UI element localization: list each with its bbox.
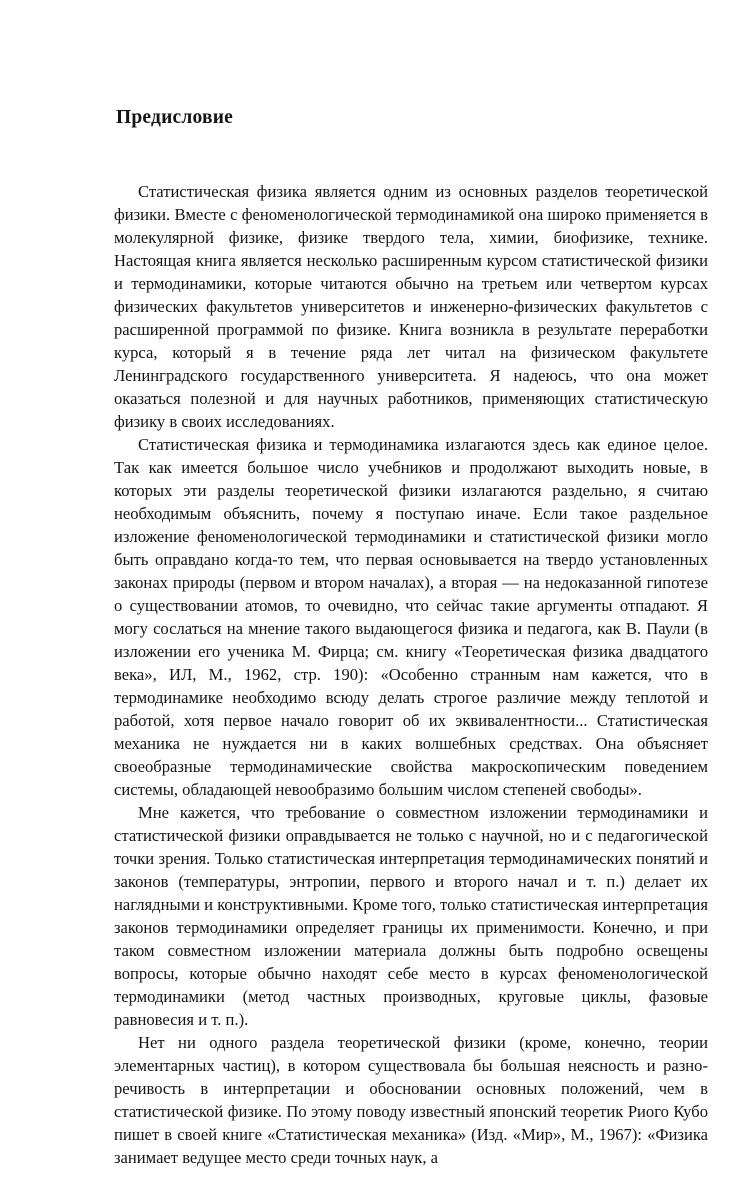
body-text	[114, 180, 708, 1169]
page-title: Предисловие	[116, 107, 233, 128]
paragraph-3: Мне кажется, что требование о совместном изложении термодинамики и статистической физики оправдывается не только с научной, но и с педагогической точки зрения. Только статистическая интерпретация термодинамических понятий и законов (температуры, энтропии, первого и второго начал и т. п.) делает их наглядными и конструктивными. Кроме того, только статистическая интерпретация законов термодинамики определяет границы их применимости. Конечно, и при таком совместном изложении материала должны быть подробно освещены вопросы, которые обычно находят себе место в курсах феноменологической термодинамики (метод частных производных, круговые циклы, фазовые равновесия и т. п.).	[114, 803, 708, 1029]
paragraph-1: Статистическая физика является одним из основных разделов теоретической физики. Вместе с феноменологической термодинамикой она широко применяется в молекулярной физике, физике твердого тела, химии, биофизике, технике. Настоящая книга является несколько расширенным курсом статистической физики и термодинамики, которые читаются обычно на третьем или четвертом курсах физических факультетов университетов и инженерно-физических факультетов с расширенной программой по физике. Книга возникла в результате переработки курса, который я в течение ряда лет читал на физическом факультете Ленинградского государственного университета. Я надеюсь, что она может оказаться полезной и для научных работников, применяющих статистическую физику в своих исследованиях.	[114, 182, 708, 431]
paragraph-4: Нет ни одного раздела теоретической физики (кроме, конечно, теории элементарных частиц), в котором существовала бы большая неясность и разно-речивость в интерпретации и обосновании основных положений, чем в статистической физике. По этому поводу известный японский теоретик Риого Кубо пишет в своей книге «Статистическая механика» (Изд. «Мир», М., 1967): «Физика занимает ведущее место среди точных наук, а	[114, 1033, 708, 1167]
paragraph-2: Статистическая физика и термодинамика излагаются здесь как единое целое. Так как имеется большое число учебников и продолжают выходить новые, в которых эти разделы теоретической физики излагаются раздельно, я считаю необходимым объяснить, почему я поступаю иначе. Если такое раздельное изложение феноменологической термодинамики и статистической физики могло быть оправдано когда-то тем, что первая основывается на твердо установленных законах природы (первом и втором началах), а вторая — на недоказанной гипотезе о существовании атомов, то очевидно, что сейчас такие аргументы отпадают. Я могу сослаться на мнение такого выдающегося физика и педагога, как В. Паули (в изложении его ученика М. Фирца; см. книгу «Теоретическая физика двадцатого века», ИЛ, М., 1962, стр. 190): «Особенно странным нам кажется, что в термодинамике необходимо всюду делать строгое различие между теплотой и работой, хотя первое начало говорит об их эквивалентности... Статистическая механика не нуждается ни в каких волшебных средствах. Она объясняет своеобразные термодинамические свойства макроскопическим поведением системы, обладающей невообразимо большим числом степеней свободы».	[114, 435, 708, 799]
